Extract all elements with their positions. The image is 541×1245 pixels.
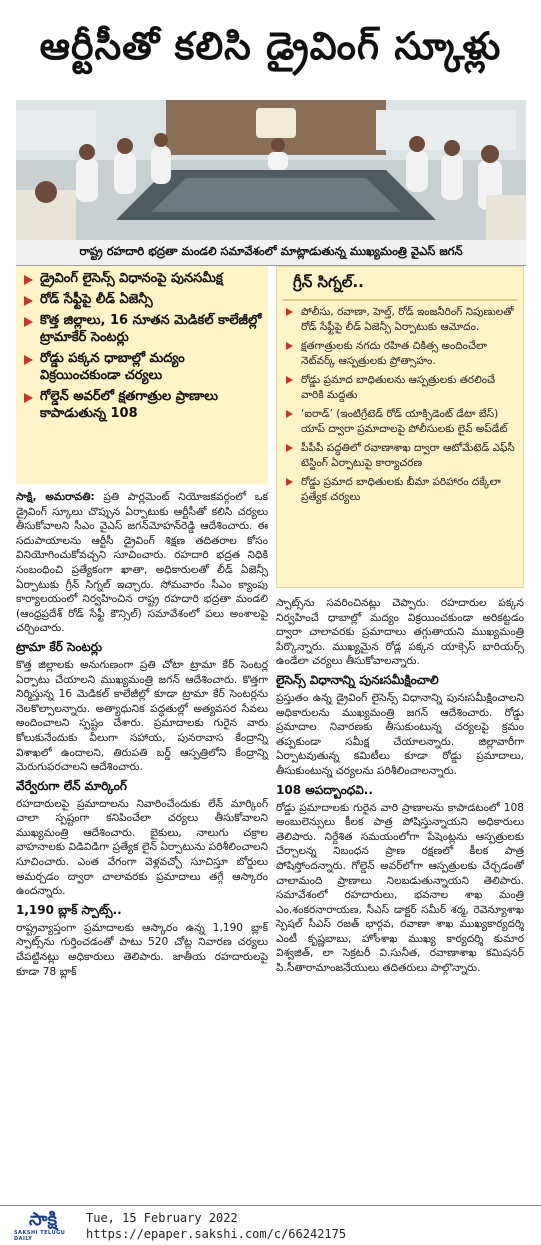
paragraph-lane-marking: రహదారులపై ప్రమాదాలను నివారించేందుకు లేన్ మార్కింగ్ చాలా స్పష్టంగా కనిపించేలా చర్యలు తీసుకోవాలని ముఖ్యమంత్రి ఆదేశించారు. బైకులు, నాలుగు చక్రాల వాహనాలకు విడివిడిగా ప్రత్యేక లైన్ ఏర్పాటును పరిశీలించాలని సూచించారు. ఎంత వేగంగా వెళ్లవచ్చో సూచిస్తూ బోర్డులు అమర్చడం ద్వారా చాలావరకు ప్రమాదాలు తగ్గే ఆస్కారం ఉందన్నారు. (16, 797, 268, 898)
sakshi-logo (14, 1209, 72, 1243)
meeting-photo-illustration (16, 100, 526, 240)
sakshi-logo-text: సాక్షి (29, 1208, 57, 1230)
paragraph-license: ప్రస్తుతం ఉన్న డ్రైవింగ్ లైసెన్స్ విధానాన్ని పునఃసమీక్షించాలని అధికారులను ముఖ్యమంత్రి జగన్ ఆదేశించారు. రోడ్డు ప్రమాదాల నివారణకు తీసుకుంటున్న చర్యలపై క్రమం తప్పకుండా సమీక్ష చేయాలన్నారు. జిల్లావారీగా ఏర్పాటవుతున్న కమిటీలు కూడా రోడ్డు ప్రమాదాలు, తీసుకుంటున్న చర్యలను పరిశీలించాలన్నారు. (276, 691, 524, 777)
green-signal-item: రోడ్డు ప్రమాద బాధితులను ఆస్పత్రులకు తరలించే వారికి మద్దతు (283, 373, 517, 402)
epaper-footer (0, 1205, 541, 1245)
footer-meta (86, 1210, 346, 1242)
green-signal-item: ‘ఐరాడ్’ (ఇంటిగ్రేటెడ్ రోడ్ యాక్సిడెంట్ డేటా బేస్) యాప్ ద్వారా ప్రమాదాలపై పోలీసులకు లైవ్ అప్‌డేట్ (283, 407, 517, 436)
highlight-item: గోల్డెన్ అవర్‌లో క్షతగాత్రుల ప్రాణాలు కాపాడుతున్న 108 (22, 388, 264, 422)
paragraph-black-spots: రాష్ట్రవ్యాప్తంగా ప్రమాదాలకు ఆస్కారం ఉన్న 1,190 బ్లాక్ స్పాట్స్‌ను గుర్తించడంతో పాటు 520 చోట్ల నివారణ చర్యలు చేపట్టినట్లు అధికారులు తెలిపారు. జాతీయ రహదారులపై కూడా 78 బ్లాక్ (16, 921, 268, 978)
photo-caption: రాష్ట్ర రహదారి భద్రతా మండలి సమావేశంలో మాట్లాడుతున్న ముఖ్యమంత్రి వైఎస్ జగన్ (16, 240, 526, 266)
green-signal-item: క్షతగాత్రులకు నగదు రహిత చికిత్స అందించేలా నెట్‌వర్క్ ఆస్పత్రులకు ప్రోత్సాహం. (283, 339, 517, 368)
subhead-trauma-care: ట్రామా కేర్ సెంటర్లు (16, 639, 103, 654)
headline: ఆర్టీసీతో కలిసి డ్రైవింగ్ స్కూళ్లు (39, 22, 502, 68)
highlight-item: డ్రైవింగ్ లైసెన్స్ విధానంపై పునసమీక్ష (22, 270, 264, 287)
green-signal-box (276, 266, 524, 588)
meeting-photo (16, 100, 526, 240)
paragraph-trauma-care: కొత్త జిల్లాలకు అనుగుణంగా ప్రతి చోటా ట్రామా కేర్ సెంటర్ల ఏర్పాటు చేయాలని ముఖ్యమంత్రి జగన్ ఆదేశించారు. కొత్తగా నిర్మిస్తున్న 16 మెడికల్ కాలేజీల్లో కూడా ట్రామా కేర్ సెంటర్లను నెలకొల్పాలన్నారు. అత్యాధునిక పద్ధతుల్లో అత్యవసర సేవలు అందించాలని స్పష్టం చేశారు. ప్రమాదాలకు గురైన వారు కోలుకునేందుకు వీలుగా సహాయ, పునరావాస కేంద్రాన్ని విశాఖలో ఉందాలని, తిరుపతి బర్డ్ ఆస్పత్రిలోని కేంద్రాన్ని మెరుగుపరచాలని ఆదేశించారు. (16, 658, 268, 774)
subhead-108: 108 అపద్బాంధవి.. (276, 782, 373, 797)
paragraph-dhabas: స్పాట్స్‌ను సవరించినట్లు చెప్పారు. రహదారుల పక్కన నిర్వహించే ధాబాల్లో మద్యం విక్రయించకుండా అరికట్టడం ద్వారా చాలావరకు ప్రమాదాలు తగ్గుతాయని ముఖ్యమంత్రి పేర్కొన్నారు. ముఖ్యమైన రోడ్ల పక్కన యాక్సెస్ బారియర్స్ ఉండేలా చర్యలు తీసుకోవాలన్నారు. (276, 597, 524, 668)
subhead-lane-marking: వేర్వేరుగా లేన్ మార్కింగ్ (16, 778, 127, 793)
article-column-1 (16, 490, 268, 1202)
article-column-2 (276, 596, 524, 1202)
highlight-item: రోడ్ సేఫ్టీపై లీడ్ ఏజెన్సీ (22, 291, 264, 308)
subhead-license: లైసెన్స్ విధానాన్ని పునఃసమీక్షించాలి (276, 672, 439, 687)
paragraph-108: రోడ్డు ప్రమాదాలకు గురైన వారి ప్రాణాలను కాపాడటంలో 108 అంబులెన్సులు కీలక పాత్ర పోషిస్తున్నాయని అధికారులు తెలిపారు. నిర్దేశిత సమయంలోగా పేషెంట్లను ఆస్పత్రులకు చేర్చాలన్న నిబంధన ప్రాణ రక్షణలో కీలక పాత్ర పోషిస్తోందన్నారు. గోల్డెన్ అవర్‌లోగా ఆస్పత్రులకు చేర్చడంతో చాలామంది ప్రాణాలు నిలబడుతున్నాయని తెలిపారు. సమావేశంలో రహదారులు, భవనాల శాఖ మంత్రి ఎం.శంకరనారాయణ, సీఎస్ డాక్టర్ సమీర్ శర్మ, రెవెన్యూశాఖ స్పెషల్ సీఎస్ రజత్ భార్గవ, రవాణా శాఖ ముఖ్యకార్యదర్శి ఎంటీ కృష్ణబాబు, హోంశాఖ ముఖ్య కార్యదర్శి కుమార విశ్వజిత్, లా సెక్రటరీ వి.సునీత, రవాణాశాఖ కమిషనర్ పి.సీతారామాంజనేయులు తదితరులు పాల్గొన్నారు. (276, 801, 524, 975)
sakshi-logo-subtext: SAKSHI TELUGU DAILY (14, 1229, 66, 1242)
green-signal-item: పీపీపీ పద్ధతిలో రవాణాశాఖ ద్వారా ఆటోమేటెడ్ ఎఫ్‌సీ టెస్టింగ్ ఏర్పాటుపై కార్యాచరణ (283, 441, 517, 470)
green-signal-item: పోలీసు, రవాణా, హెల్త్, రోడ్ ఇంజనీరింగ్ నిపుణులతో రోడ్ సేఫ్టీపై లీడ్ ఏజెన్సీ ఏర్పాటుకు ఆమోదం. (283, 305, 517, 334)
edition-date: Tue, 15 February 2022 (86, 1210, 238, 1225)
article-intro: ప్రతి పార్లమెంట్ నియోజకవర్గంలో ఒక డ్రైవింగ్ స్కూలు చొప్పున ఏర్పాటుకు ఆర్టీసీతో కలిసి చర్యలు తీసుకోవాలని సీఎం వైఎస్ జగన్‌మోహన్‌రెడ్డి ఆదేశించారు. ఈ సదుపాయాలను ఆర్టీసీ డ్రైవింగ్ శిక్షణ తదితరాల కోసం వినియోగించుకోవచ్చని సూచించారు. రహదారి భద్రత నిధికి సంబంధించి ప్రత్యేకంగా ఖాతా, అధికారులతో లీడ్ ఏజెన్సీ ఏర్పాటుకు గ్రీన్ సిగ్నల్ ఇచ్చారు. సోమవారం సీఎం క్యాంపు కార్యాలయంలో నిర్వహించిన రాష్ట్ర రహదారి భద్రతా మండలి (ఆంధ్రప్రదేశ్ రోడ్ సేఫ్టీ కౌన్సిల్) సమావేశంలో పలు అంశాలపై చర్చించారు. (16, 491, 269, 635)
highlight-item: కొత్త జిల్లాలు, 16 నూతన మెడికల్ కాలేజీల్లో ట్రామాకేర్ సెంటర్లు (22, 312, 264, 346)
dateline: సాక్షి, అమరావతి: (16, 491, 95, 503)
epaper-url[interactable]: https://epaper.sakshi.com/c/66242175 (86, 1226, 347, 1241)
highlight-item: రోడ్డు పక్కన ధాబాల్లో మద్యం విక్రయించకుండా చర్యలు (22, 350, 264, 384)
green-signal-item: రోడ్డు ప్రమాద బాధితులకు బీమా పరిహారం దక్కేలా ప్రత్యేక చర్యలు (283, 475, 517, 504)
green-signal-title: గ్రీన్ సిగ్నల్.. (283, 267, 517, 301)
highlights-box (16, 266, 268, 484)
subhead-black-spots: 1,190 బ్లాక్ స్పాట్స్.. (16, 902, 122, 917)
